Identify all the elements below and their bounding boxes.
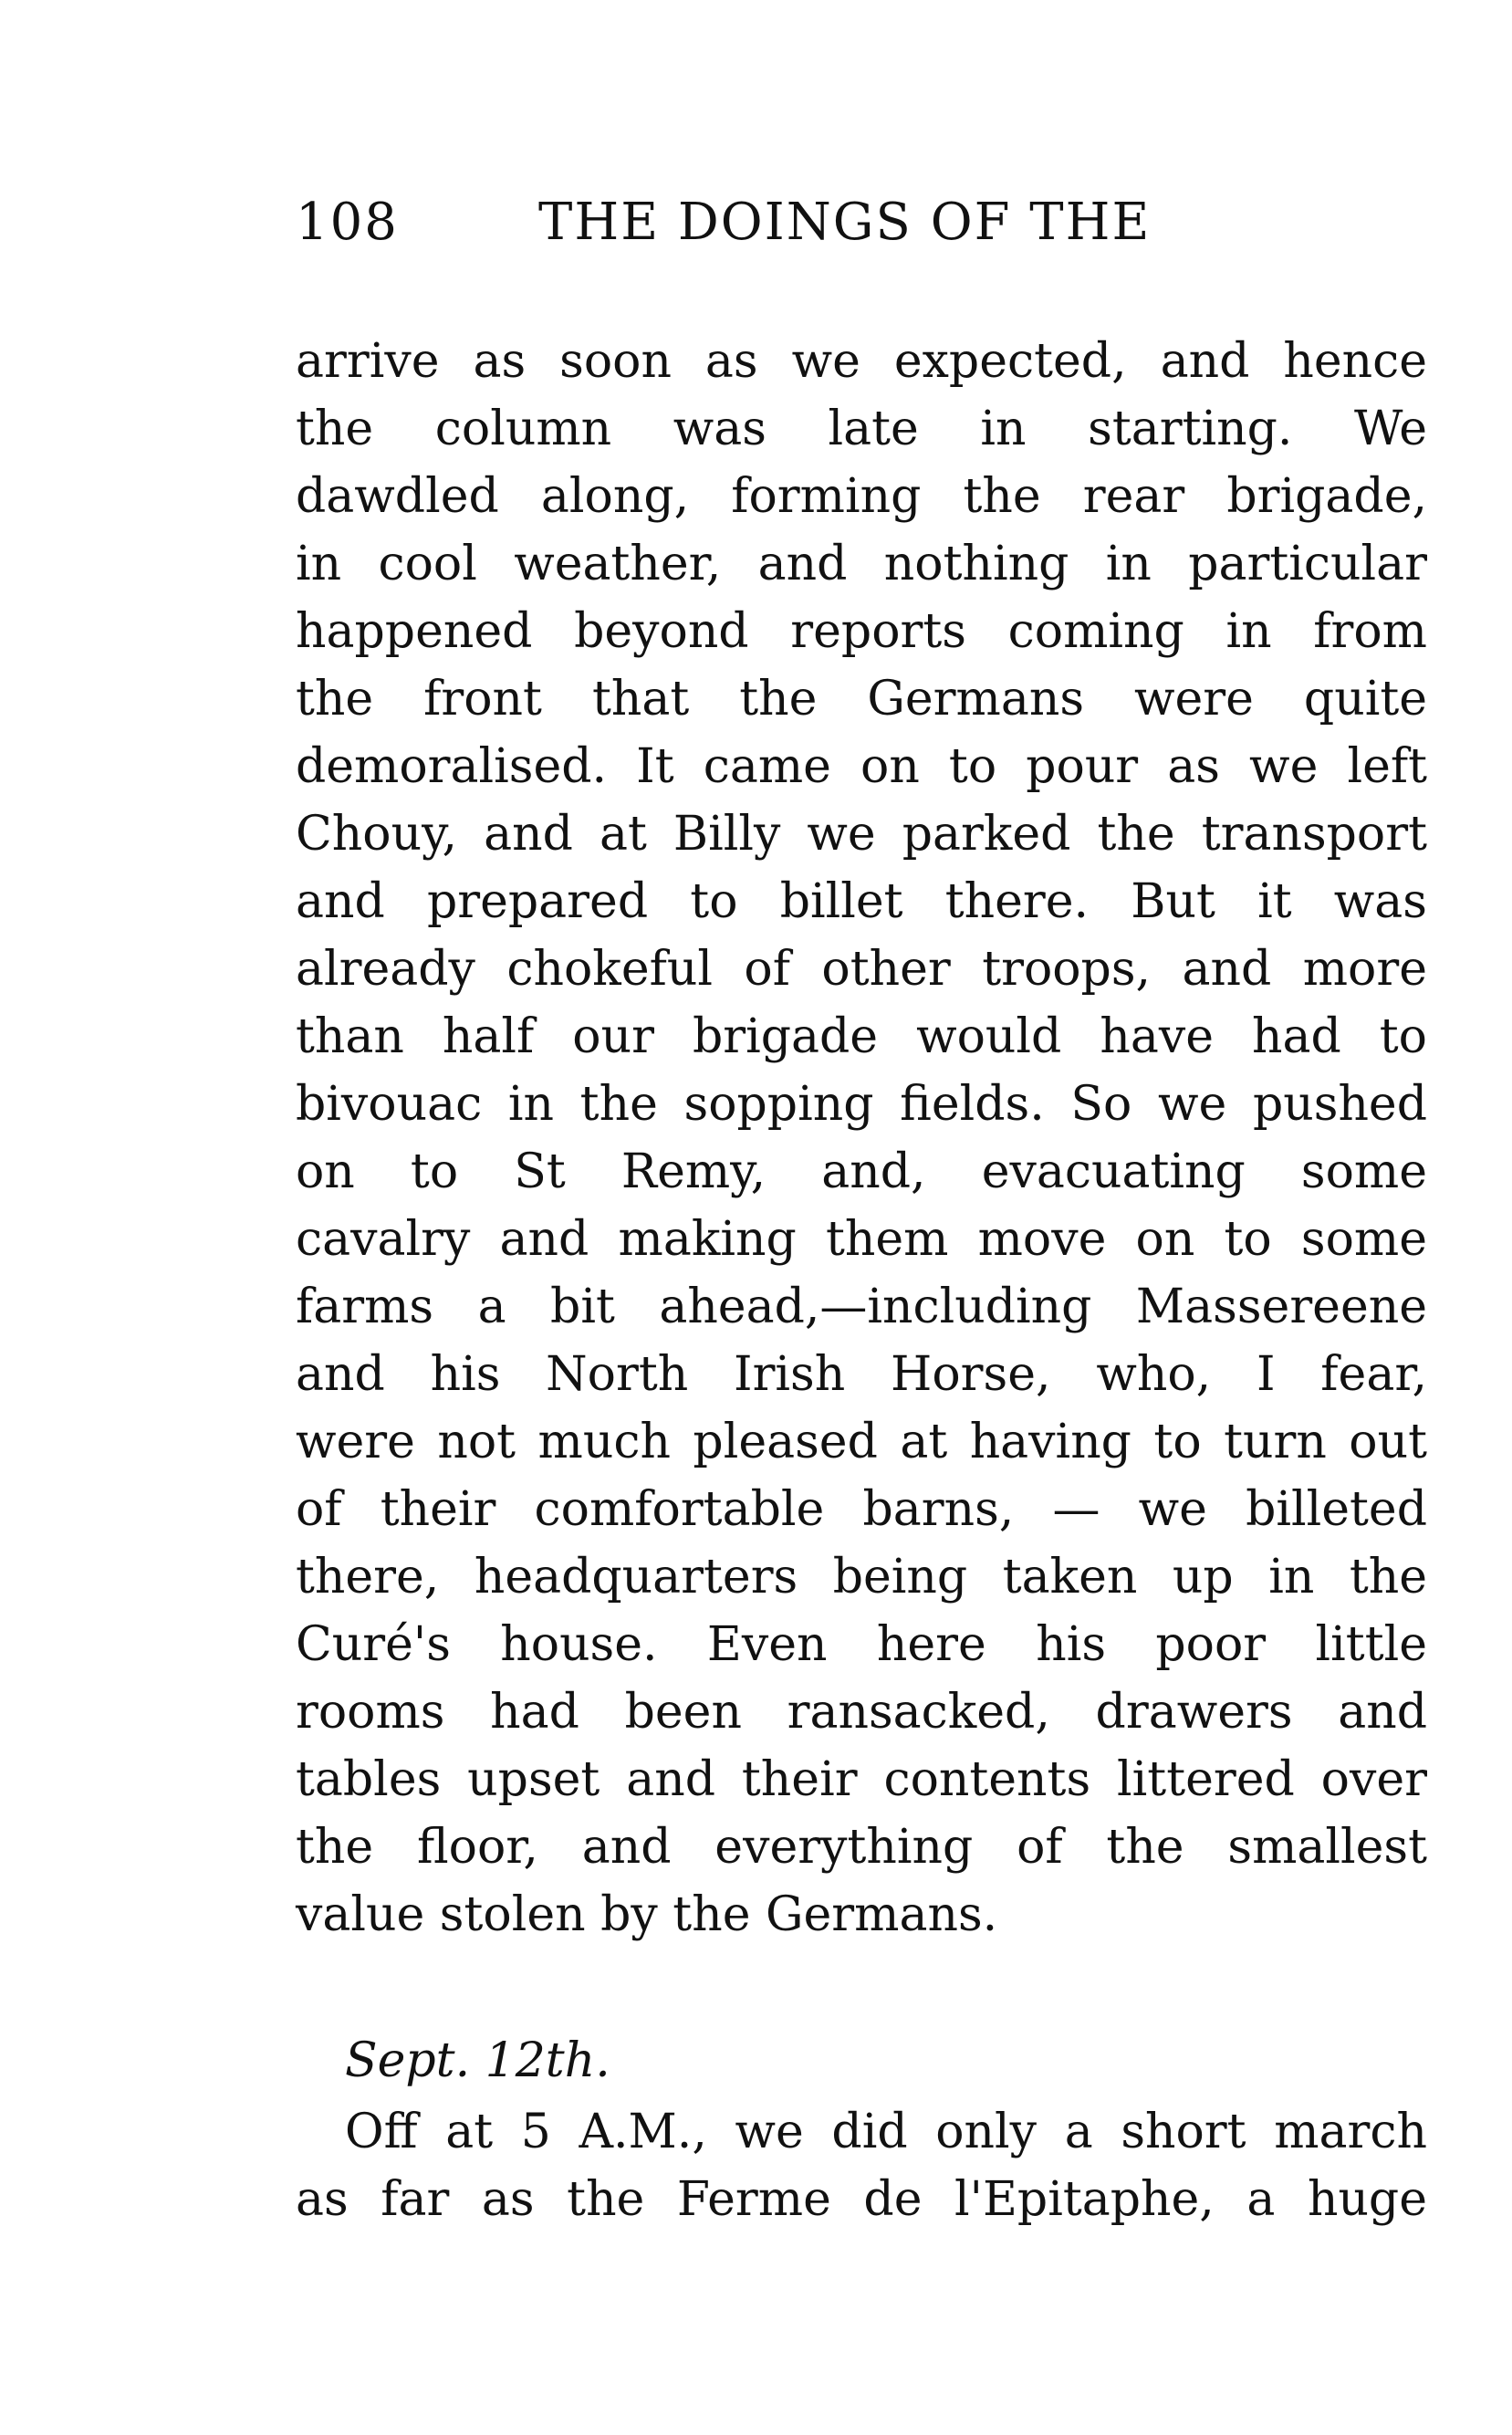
line-text-end: , we did only a short march	[692, 2105, 1427, 2159]
text-line: rooms had been ransacked, drawers and	[296, 1685, 1427, 1740]
text-line: of their comfortable barns, — we billeted	[296, 1482, 1427, 1537]
text-line: happened beyond reports coming in from	[296, 604, 1427, 659]
text-line: value stolen by the Germans.	[296, 1887, 998, 1942]
text-line: bivouac in the sopping fields. So we pushed	[296, 1077, 1427, 1132]
text-line: Chouy, and at Billy we parked the transport	[296, 807, 1427, 862]
text-line: on to St Remy, and, evacuating some	[296, 1144, 1427, 1199]
text-line: as far as the Ferme de l'Epitaphe, a huge	[296, 2172, 1427, 2227]
text-line: and prepared to billet there. But it was	[296, 874, 1427, 929]
text-line: dawdled along, forming the rear brigade,	[296, 469, 1427, 524]
text-line: in cool weather, and nothing in particular	[296, 537, 1427, 591]
text-line: arrive as soon as we expected, and hence	[296, 334, 1427, 389]
text-line: the front that the Germans were quite	[296, 672, 1427, 726]
text-line: tables upset and their contents littered over	[296, 1752, 1427, 1807]
page-header	[296, 193, 1226, 252]
text-line: already chokeful of other troops, and more	[296, 942, 1427, 997]
text-line: cavalry and making them move on to some	[296, 1212, 1427, 1267]
text-line: and his North Irish Horse, who, I fear,	[296, 1347, 1427, 1402]
text-line: the floor, and everything of the smallest	[296, 1820, 1427, 1875]
text-line: demoralised. It came on to pour as we left	[296, 739, 1427, 794]
text-line: farms a bit ahead,—including Massereene	[296, 1280, 1427, 1334]
text-line	[345, 2099, 1427, 2165]
time-abbreviation: A.M.	[579, 2105, 693, 2159]
text-line: there, headquarters being taken up in the	[296, 1550, 1427, 1604]
page-number: 108	[296, 193, 399, 252]
date-heading: Sept. 12th.	[345, 2033, 610, 2088]
running-head: THE DOINGS OF THE	[538, 193, 1152, 252]
text-line: than half our brigade would have had to	[296, 1009, 1427, 1064]
text-line: the column was late in starting. We	[296, 402, 1427, 456]
text-line: were not much pleased at having to turn out	[296, 1415, 1427, 1469]
text-line: Curé's house. Even here his poor little	[296, 1617, 1427, 1672]
line-text-start: Off at 5	[345, 2105, 579, 2159]
